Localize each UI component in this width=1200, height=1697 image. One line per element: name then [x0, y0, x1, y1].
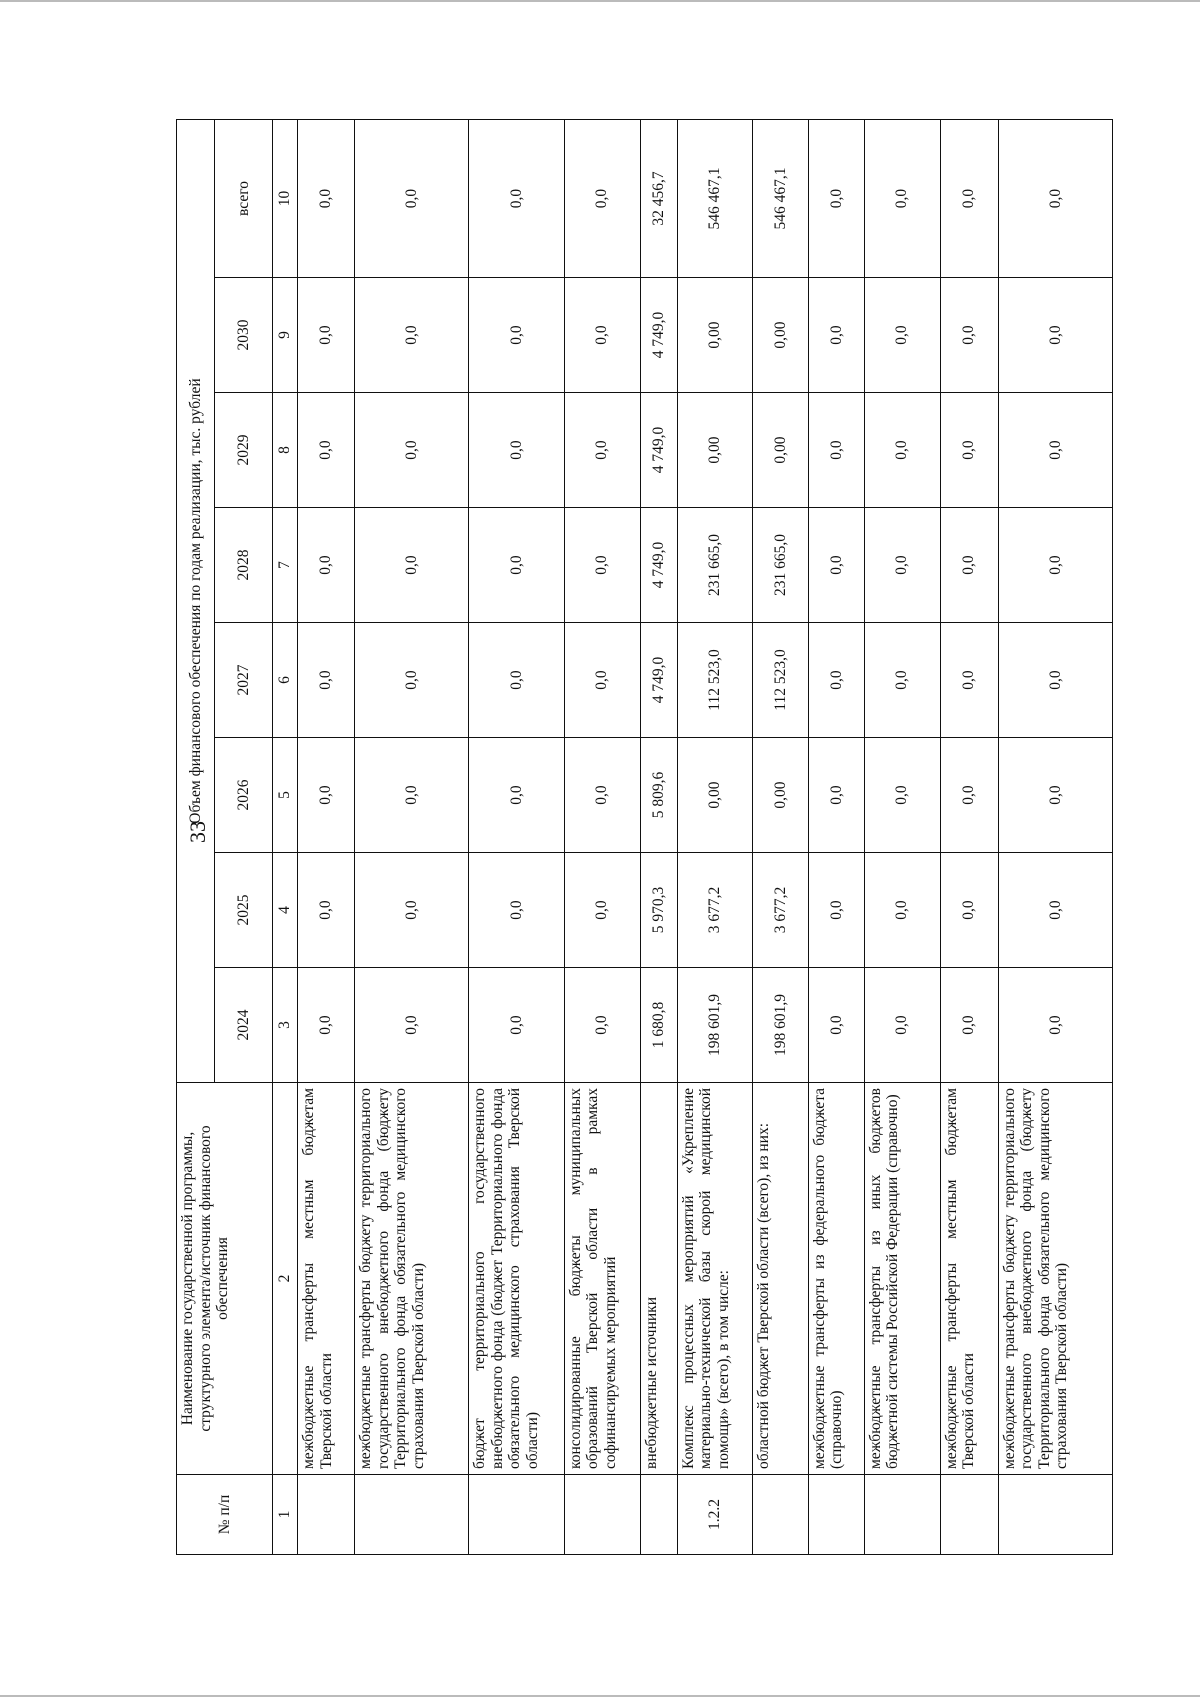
row-value: 0,0	[469, 853, 565, 968]
row-value: 0,0	[469, 278, 565, 393]
row-total: 0,0	[864, 120, 940, 278]
scan-edge-top	[0, 0, 1200, 2]
row-no: 1.2.2	[677, 1475, 752, 1555]
row-value: 0,0	[864, 853, 940, 968]
row-value: 0,0	[808, 278, 864, 393]
row-value: 0,00	[677, 738, 752, 853]
row-name: Комплекс процессных мероприятий «Укрепление материально-технической базы скорой медицинской помощи» (всего), в том числе:	[677, 1083, 752, 1475]
page-number: 33	[185, 821, 210, 843]
row-value: 0,0	[355, 623, 469, 738]
header-index-row	[273, 120, 298, 1555]
row-value: 0,0	[940, 968, 998, 1083]
row-value: 0,0	[355, 968, 469, 1083]
table-row	[808, 120, 864, 1555]
row-value: 4 749,0	[640, 508, 677, 623]
row-value: 0,0	[564, 968, 640, 1083]
index-cell: 10	[273, 120, 298, 278]
index-cell: 4	[273, 853, 298, 968]
table-row	[355, 120, 469, 1555]
header-funding-group: Объем финансового обеспечения по годам реализации, тыс. рублей	[177, 120, 215, 1083]
index-cell: 3	[273, 968, 298, 1083]
row-value: 0,00	[752, 393, 808, 508]
row-value: 0,0	[298, 508, 355, 623]
row-value: 231 665,0	[677, 508, 752, 623]
row-value: 0,0	[998, 393, 1112, 508]
funding-table-rotated	[176, 120, 1113, 1555]
row-value: 0,0	[355, 508, 469, 623]
row-value: 0,00	[752, 278, 808, 393]
row-value: 0,0	[469, 623, 565, 738]
row-no	[752, 1475, 808, 1555]
index-cell: 8	[273, 393, 298, 508]
row-value: 0,0	[469, 968, 565, 1083]
row-name: внебюджетные источники	[640, 1083, 677, 1475]
table-row	[940, 120, 998, 1555]
row-no	[864, 1475, 940, 1555]
row-value: 0,0	[808, 508, 864, 623]
row-value: 0,0	[564, 738, 640, 853]
row-value: 0,0	[998, 278, 1112, 393]
header-row-group	[177, 120, 215, 1555]
table-row	[564, 120, 640, 1555]
row-total: 0,0	[469, 120, 565, 278]
funding-table	[176, 119, 1113, 1555]
row-value: 0,0	[564, 393, 640, 508]
row-value: 0,0	[998, 508, 1112, 623]
row-no	[298, 1475, 355, 1555]
header-year: 2029	[215, 393, 273, 508]
row-value: 0,0	[940, 623, 998, 738]
header-year: 2024	[215, 968, 273, 1083]
row-name: межбюджетные трансферты из федерального бюджета (справочно)	[808, 1083, 864, 1475]
row-value: 0,0	[808, 393, 864, 508]
row-name: межбюджетные трансферты местным бюджетам Тверской области	[940, 1083, 998, 1475]
header-year: 2026	[215, 738, 273, 853]
row-value: 0,0	[808, 738, 864, 853]
row-value: 112 523,0	[677, 623, 752, 738]
row-name: межбюджетные трансферты бюджету территориального государственного внебюджетного фонда (бюджету Территориального фонда обязательного медицинского страхования Тверской области)	[998, 1083, 1112, 1475]
row-value: 0,0	[564, 278, 640, 393]
row-value: 0,00	[677, 278, 752, 393]
table-row	[752, 120, 808, 1555]
row-no	[808, 1475, 864, 1555]
row-total: 546 467,1	[677, 120, 752, 278]
row-value: 0,00	[677, 393, 752, 508]
header-year: 2027	[215, 623, 273, 738]
row-value: 0,0	[564, 508, 640, 623]
table-row	[469, 120, 565, 1555]
table-row	[677, 120, 752, 1555]
row-value: 0,0	[864, 738, 940, 853]
row-value: 0,0	[298, 853, 355, 968]
row-total: 0,0	[940, 120, 998, 278]
row-no	[355, 1475, 469, 1555]
row-value: 0,0	[940, 508, 998, 623]
row-value: 0,0	[298, 278, 355, 393]
row-total: 0,0	[808, 120, 864, 278]
table-row	[298, 120, 355, 1555]
row-value: 0,0	[998, 853, 1112, 968]
row-value: 0,0	[355, 738, 469, 853]
row-value: 0,0	[940, 393, 998, 508]
row-value: 0,0	[564, 853, 640, 968]
index-cell: 9	[273, 278, 298, 393]
table-row	[998, 120, 1112, 1555]
row-value: 0,0	[864, 968, 940, 1083]
row-value: 0,0	[469, 738, 565, 853]
row-value: 0,0	[808, 968, 864, 1083]
row-value: 0,0	[469, 508, 565, 623]
row-total: 0,0	[355, 120, 469, 278]
row-no	[940, 1475, 998, 1555]
row-value: 0,0	[564, 623, 640, 738]
index-cell: 2	[273, 1083, 298, 1475]
row-value: 198 601,9	[677, 968, 752, 1083]
index-cell: 7	[273, 508, 298, 623]
row-value: 0,0	[998, 623, 1112, 738]
row-value: 0,00	[752, 738, 808, 853]
row-value: 112 523,0	[752, 623, 808, 738]
row-value: 198 601,9	[752, 968, 808, 1083]
header-total: всего	[215, 120, 273, 278]
row-value: 4 749,0	[640, 278, 677, 393]
row-value: 0,0	[298, 968, 355, 1083]
row-value: 231 665,0	[752, 508, 808, 623]
row-name: межбюджетные трансферты из иных бюджетов бюджетной системы Российской Федерации (справочно)	[864, 1083, 940, 1475]
row-total: 0,0	[564, 120, 640, 278]
row-value: 0,0	[864, 393, 940, 508]
header-year: 2028	[215, 508, 273, 623]
row-value: 0,0	[998, 968, 1112, 1083]
row-value: 1 680,8	[640, 968, 677, 1083]
row-no	[469, 1475, 565, 1555]
row-value: 0,0	[808, 623, 864, 738]
row-value: 4 749,0	[640, 623, 677, 738]
header-no: № п/п	[177, 1475, 273, 1555]
index-cell: 6	[273, 623, 298, 738]
row-value: 0,0	[864, 278, 940, 393]
index-cell: 5	[273, 738, 298, 853]
row-name: областной бюджет Тверской области (всего), из них:	[752, 1083, 808, 1475]
table-row	[640, 120, 677, 1555]
row-total: 32 456,7	[640, 120, 677, 278]
row-value: 0,0	[864, 508, 940, 623]
row-value: 0,0	[298, 738, 355, 853]
row-name: межбюджетные трансферты бюджету территориального государственного внебюджетного фонда (бюджету Территориального фонда обязательного медицинского страхования Тверской области)	[355, 1083, 469, 1475]
row-value: 0,0	[298, 623, 355, 738]
row-value: 0,0	[355, 393, 469, 508]
row-name: бюджет территориального государственного внебюджетного фонда (бюджет Территориального фонда обязательного медицинского страхования Тверской области)	[469, 1083, 565, 1475]
row-value: 0,0	[940, 278, 998, 393]
row-value: 5 809,6	[640, 738, 677, 853]
row-value: 0,0	[864, 623, 940, 738]
header-year: 2025	[215, 853, 273, 968]
row-total: 546 467,1	[752, 120, 808, 278]
header-year: 2030	[215, 278, 273, 393]
row-no	[564, 1475, 640, 1555]
row-value: 4 749,0	[640, 393, 677, 508]
row-value: 0,0	[469, 393, 565, 508]
row-value: 0,0	[355, 853, 469, 968]
row-value: 3 677,2	[677, 853, 752, 968]
row-value: 5 970,3	[640, 853, 677, 968]
row-total: 0,0	[998, 120, 1112, 278]
index-cell: 1	[273, 1475, 298, 1555]
table-row	[864, 120, 940, 1555]
row-value: 0,0	[940, 853, 998, 968]
row-total: 0,0	[298, 120, 355, 278]
header-name: Наименование государственной программы, структурного элемента/источник финансового обеспечения	[177, 1083, 273, 1475]
row-no	[998, 1475, 1112, 1555]
row-name: межбюджетные трансферты местным бюджетам Тверской области	[298, 1083, 355, 1475]
row-value: 3 677,2	[752, 853, 808, 968]
row-value: 0,0	[808, 853, 864, 968]
row-no	[640, 1475, 677, 1555]
row-value: 0,0	[998, 738, 1112, 853]
row-value: 0,0	[298, 393, 355, 508]
row-name: консолидированные бюджеты муниципальных образований Тверской области в рамках софинансируемых мероприятий	[564, 1083, 640, 1475]
row-value: 0,0	[355, 278, 469, 393]
row-value: 0,0	[940, 738, 998, 853]
